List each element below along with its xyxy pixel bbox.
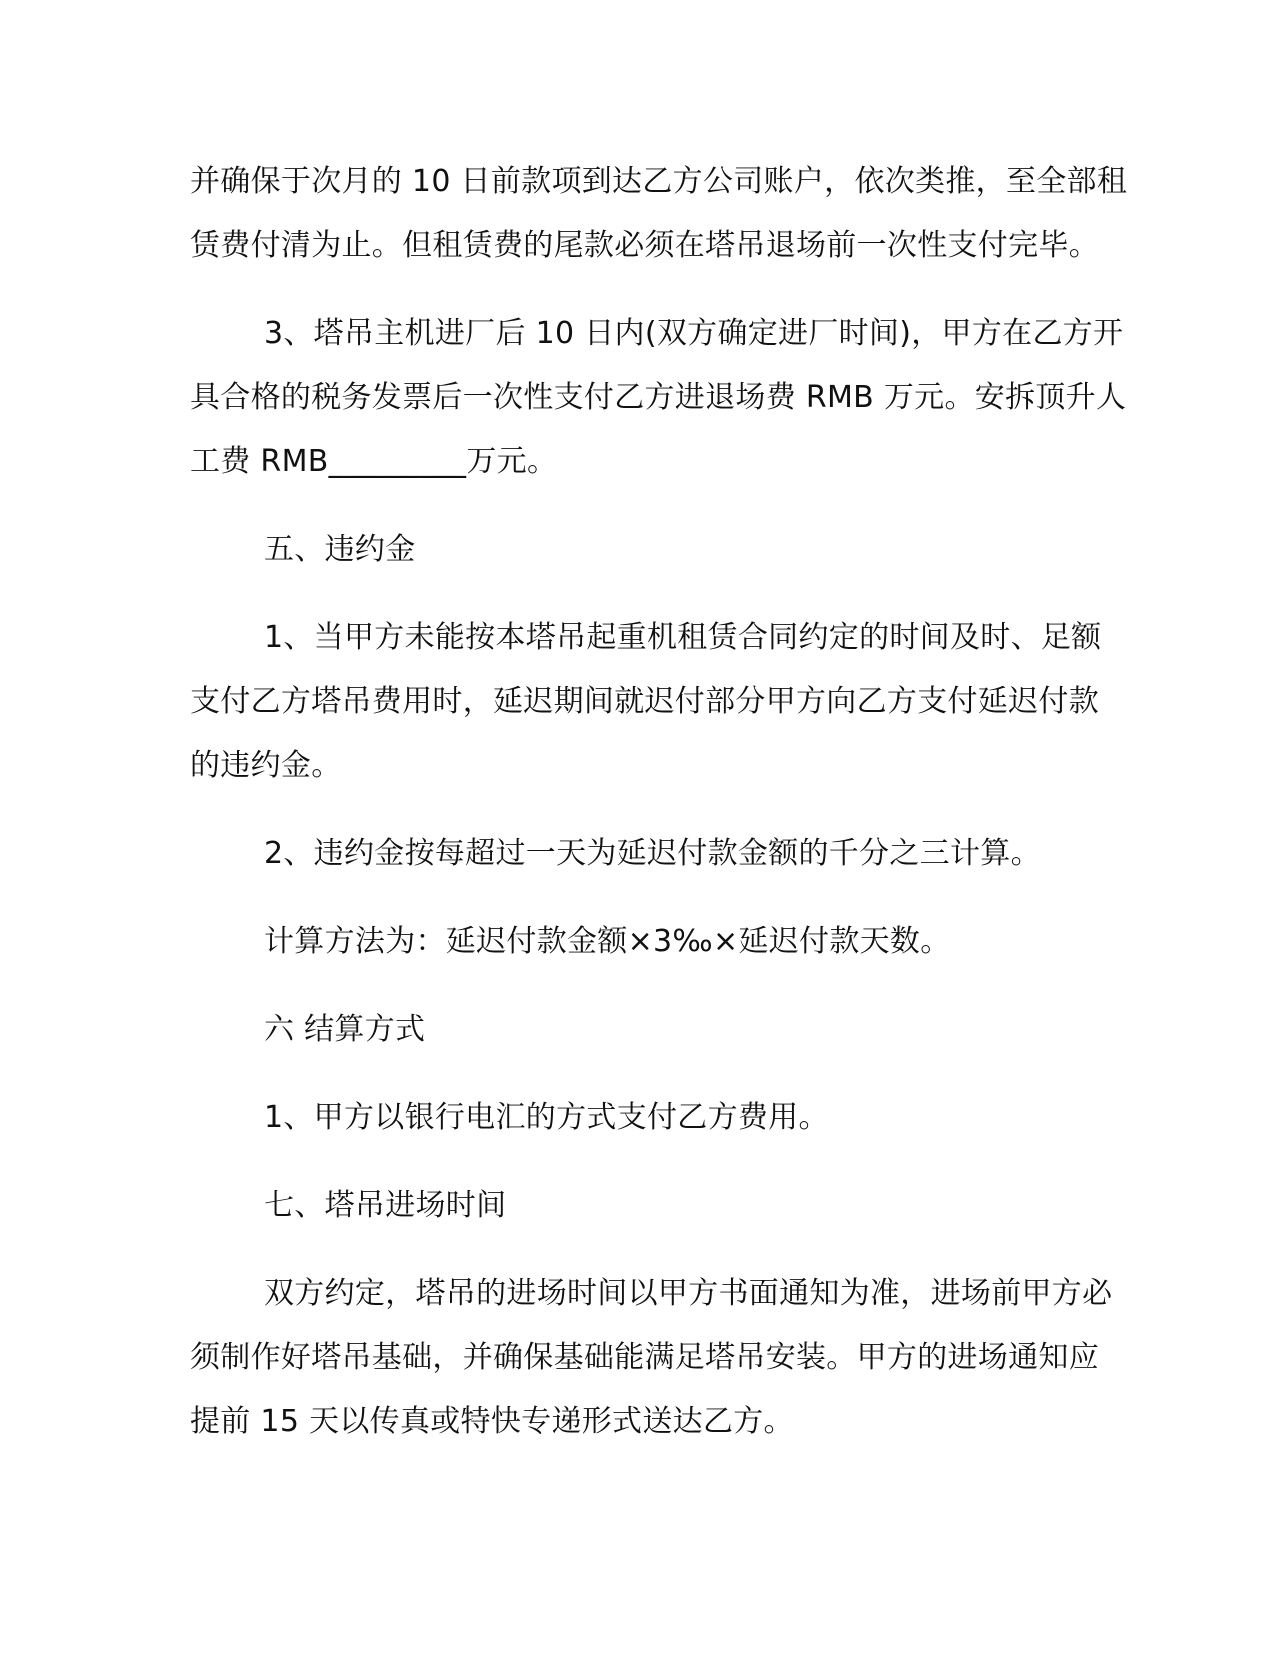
text-line: 提前 15 天以传真或特快专递形式送达乙方。 [190, 1404, 794, 1439]
text-line: 3、塔吊主机进厂后 10 日内(双方确定进厂时间)，甲方在乙方开 [264, 316, 1124, 351]
text-line: 1、当甲方未能按本塔吊起重机租赁合同约定的时间及时、足额 [264, 620, 1102, 655]
text-line: 双方约定，塔吊的进场时间以甲方书面通知为准，进场前甲方必 [264, 1276, 1113, 1311]
text-line: 工费 RMB_________万元。 [190, 444, 558, 479]
paragraph-calculation-method [190, 910, 1090, 974]
paragraph-clause-3-fees [190, 302, 1127, 494]
text-line: 赁费付清为止。但租赁费的尾款必须在塔吊退场前一次性支付完毕。 [190, 228, 1099, 263]
section-heading-penalty [190, 518, 1090, 582]
text-line: 计算方法为：延迟付款金额×3‰×延迟付款天数。 [264, 924, 951, 959]
paragraph-penalty-clause-2 [190, 822, 1090, 886]
heading-text: 七、塔吊进场时间 [264, 1188, 507, 1223]
section-heading-entry-time [190, 1174, 1090, 1238]
paragraph-payment-continuation [190, 150, 1128, 278]
section-heading-settlement [190, 998, 1090, 1062]
paragraph-entry-time [190, 1262, 1113, 1454]
paragraph-penalty-clause-1 [190, 606, 1102, 798]
text-line: 的违约金。 [190, 748, 342, 783]
text-line: 并确保于次月的 10 日前款项到达乙方公司账户，依次类推，至全部租 [190, 164, 1128, 199]
text-line: 具合格的税务发票后一次性支付乙方进退场费 RMB 万元。安拆顶升人 [190, 380, 1127, 415]
heading-text: 五、违约金 [264, 532, 416, 567]
heading-text: 六 结算方式 [264, 1012, 426, 1047]
text-line: 须制作好塔吊基础，并确保基础能满足塔吊安装。甲方的进场通知应 [190, 1340, 1099, 1375]
paragraph-settlement-clause-1 [190, 1086, 1090, 1150]
text-line: 2、违约金按每超过一天为延迟付款金额的千分之三计算。 [264, 836, 1041, 871]
text-line: 1、甲方以银行电汇的方式支付乙方费用。 [264, 1100, 829, 1135]
document-body [190, 150, 1128, 1454]
text-line: 支付乙方塔吊费用时，延迟期间就迟付部分甲方向乙方支付延迟付款 [190, 684, 1099, 719]
